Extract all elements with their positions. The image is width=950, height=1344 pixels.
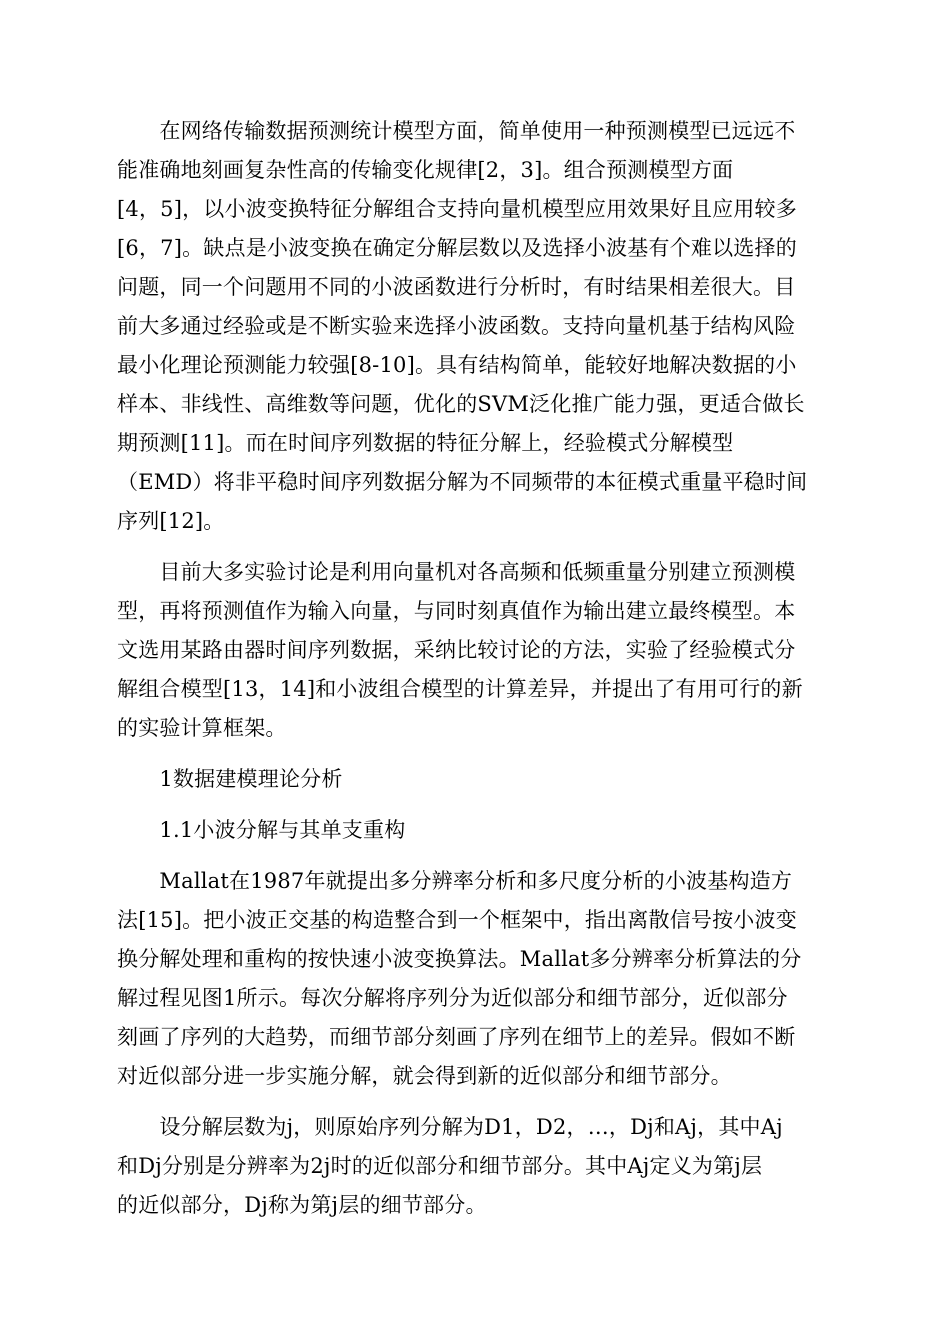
paragraph-2-line-1: 目前大多实验讨论是利用向量机对各高频和低频重量分别建立预测模 xyxy=(117,560,796,584)
paragraph-3-line-2: 法[15]。把小波正交基的构造整合到一个框架中，指出离散信号按小波变 xyxy=(117,908,797,932)
section-heading-1-1: 1.1小波分解与其单支重构 xyxy=(117,818,406,842)
paragraph-3-line-6: 对近似部分进一步实施分解，就会得到新的近似部分和细节部分。 xyxy=(117,1064,732,1088)
paragraph-1-line-5: 问题，同一个问题用不同的小波函数进行分析时，有时结果相差很大。目 xyxy=(117,275,796,299)
paragraph-3-line-4: 解过程见图1所示。每次分解将序列分为近似部分和细节部分，近似部分 xyxy=(117,986,788,1010)
paragraph-3-line-1: Mallat在1987年就提出多分辨率分析和多尺度分析的小波基构造方 xyxy=(117,869,793,893)
paragraph-1-line-8: 样本、非线性、高维数等问题，优化的SVM泛化推广能力强，更适合做长 xyxy=(117,392,805,416)
paragraph-1-line-3: [4，5]，以小波变换特征分解组合支持向量机模型应用效果好且应用较多 xyxy=(117,197,797,221)
paragraph-1-line-4: [6，7]。缺点是小波变换在确定分解层数以及选择小波基有个难以选择的 xyxy=(117,236,797,260)
paragraph-1-line-2: 能准确地刻画复杂性高的传输变化规律[2，3]。组合预测模型方面 xyxy=(117,158,734,182)
paragraph-1-line-1: 在网络传输数据预测统计模型方面，简单使用一种预测模型已远远不 xyxy=(117,119,796,143)
paragraph-1-line-10: （EMD）将非平稳时间序列数据分解为不同频带的本征模式重量平稳时间 xyxy=(117,470,808,494)
paragraph-2-line-4: 解组合模型[13，14]和小波组合模型的计算差异，并提出了有用可行的新 xyxy=(117,677,803,701)
paragraph-1-line-11: 序列[12]。 xyxy=(117,509,225,533)
paragraph-3-line-5: 刻画了序列的大趋势，而细节部分刻画了序列在细节上的差异。假如不断 xyxy=(117,1025,796,1049)
paragraph-2-line-2: 型，再将预测值作为输入向量，与同时刻真值作为输出建立最终模型。本 xyxy=(117,599,796,623)
paragraph-4-line-3: 的近似部分，Dj称为第j层的细节部分。 xyxy=(117,1193,487,1217)
paragraph-1-line-6: 前大多通过经验或是不断实验来选择小波函数。支持向量机基于结构风险 xyxy=(117,314,796,338)
paragraph-2-line-3: 文选用某路由器时间序列数据，采纳比较讨论的方法，实验了经验模式分 xyxy=(117,638,796,662)
paragraph-4-line-1: 设分解层数为j，则原始序列分解为D1，D2，…，Dj和Aj，其中Aj xyxy=(117,1115,783,1139)
section-heading-1: 1数据建模理论分析 xyxy=(117,767,343,791)
paragraph-4-line-2: 和Dj分别是分辨率为2j时的近似部分和细节部分。其中Aj定义为第j层 xyxy=(117,1154,763,1178)
paragraph-3-line-3: 换分解处理和重构的按快速小波变换算法。Mallat多分辨率分析算法的分 xyxy=(117,947,802,971)
paragraph-1-line-7: 最小化理论预测能力较强[8-10]。具有结构简单，能较好地解决数据的小 xyxy=(117,353,797,377)
paragraph-1-line-9: 期预测[11]。而在时间序列数据的特征分解上，经验模式分解模型 xyxy=(117,431,734,455)
paragraph-2-line-5: 的实验计算框架。 xyxy=(117,716,287,740)
